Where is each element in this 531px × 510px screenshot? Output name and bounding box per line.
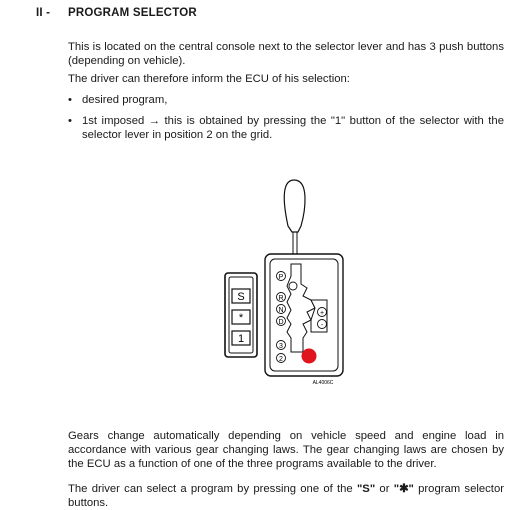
text-fragment: or <box>375 483 394 495</box>
bullet-text: 1st imposed → this is obtained by pressing the "1" button of the selector with the selector lever in position 2 on the grid. <box>82 115 504 141</box>
bullet-item-1 <box>68 93 504 107</box>
body-paragraph-1: Gears change automatically depending on vehicle speed and engine load in accordance with various gear changing laws. The gear changing laws are chosen by the ECU as a function of one of the three programs available to the driver. <box>68 430 504 470</box>
position-d <box>277 317 286 327</box>
bullet-dot: • <box>68 115 72 127</box>
svg-text:2: 2 <box>279 356 283 363</box>
gear-selector-figure <box>215 172 355 394</box>
position-r <box>277 293 286 303</box>
svg-text:1: 1 <box>237 333 245 345</box>
bullet-item-2 <box>68 114 504 142</box>
svg-text:+: + <box>319 310 325 317</box>
button-1 <box>232 331 250 345</box>
manual-plus <box>318 308 327 318</box>
lock-icon <box>289 282 297 290</box>
svg-text:-: - <box>320 322 324 329</box>
svg-text:S: S <box>237 291 245 303</box>
text-fragment: program selector buttons. <box>68 483 504 509</box>
svg-text:*: * <box>238 312 244 324</box>
intro-paragraph-1: This is located on the central console next to the selector lever and has 3 push buttons (depending on vehicle). <box>68 41 504 67</box>
svg-text:N: N <box>278 307 284 314</box>
button-star <box>232 310 250 324</box>
position-n <box>277 305 286 315</box>
section-heading <box>36 7 197 19</box>
section-title: PROGRAM SELECTOR <box>68 7 197 19</box>
gear-lever <box>284 180 305 254</box>
program-selector-panel <box>225 273 257 357</box>
button-s <box>232 289 250 303</box>
active-position-indicator <box>302 349 317 364</box>
section-number: II - <box>36 7 51 19</box>
intro-paragraph-2: The driver can therefore inform the ECU of his selection: <box>68 73 350 85</box>
figure-reference: AL4006C <box>312 380 334 386</box>
text-fragment: The driver can select a program by pressing one of the <box>68 483 357 495</box>
position-p <box>277 272 286 282</box>
manual-minus <box>318 320 327 330</box>
svg-text:D: D <box>278 319 284 326</box>
bullet-dot: • <box>68 94 72 106</box>
bullet-text: desired program, <box>82 94 168 106</box>
svg-text:P: P <box>278 274 284 281</box>
button-star-label: "✱" <box>393 483 414 495</box>
button-s-label: "S" <box>356 483 376 495</box>
body-paragraph-2 <box>68 482 504 510</box>
position-3 <box>277 341 286 351</box>
svg-text:R: R <box>278 295 284 302</box>
position-2 <box>277 354 286 364</box>
svg-text:3: 3 <box>279 343 283 350</box>
